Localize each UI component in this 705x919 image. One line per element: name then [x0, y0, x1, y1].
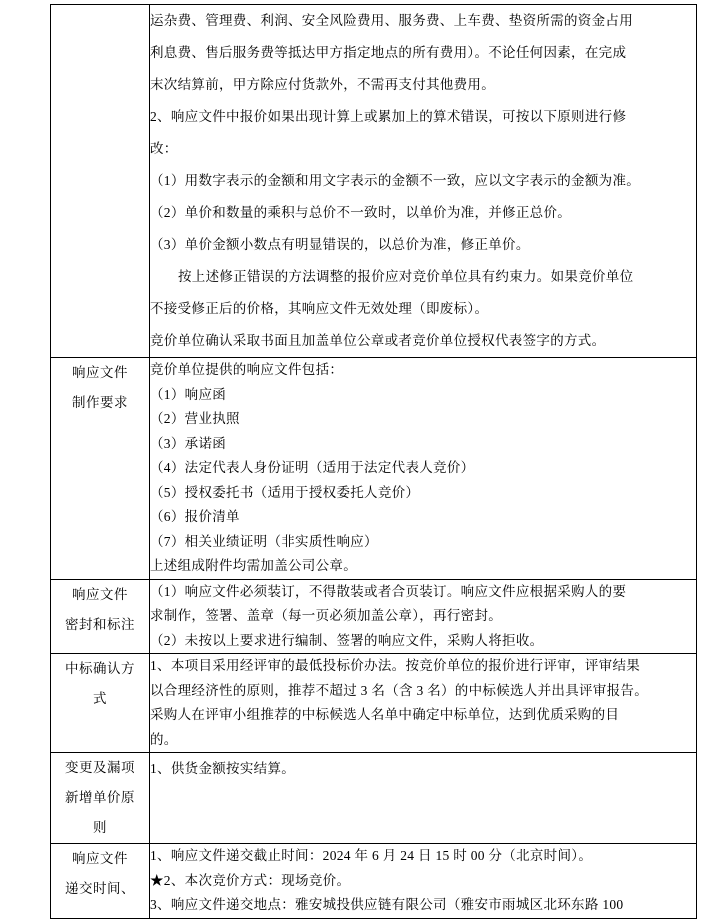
paragraph: 以合理经济性的原则，推荐不超过 3 名（含 3 名）的中标候选人并出具评审报告。	[150, 682, 648, 698]
paragraph: 竞价单位提供的响应文件包括：	[150, 362, 344, 377]
row-label-response-doc-preparation	[51, 358, 150, 580]
row-label-line: 递交时间、	[65, 881, 135, 896]
paragraph: 利息费、售后服务费等抵达甲方指定地点的所有费用）。不论任何因素，在完成	[150, 45, 627, 60]
paragraph: （5）授权委托书（适用于授权委托人竞价）	[150, 484, 420, 500]
paragraph: 1、供货金额按实结算。	[150, 761, 296, 776]
row-label-line: 变更及漏项	[65, 760, 135, 775]
row-label-line: 则	[93, 820, 107, 835]
document-page	[0, 4, 705, 912]
table-row	[51, 753, 697, 844]
table-row	[51, 654, 697, 753]
requirements-table	[50, 4, 697, 919]
paragraph: （1）用数字表示的金额和用文字表示的金额不一致，应以文字表示的金额为准。	[150, 173, 641, 188]
row-label-line: 响应文件	[72, 586, 128, 602]
row-label-response-doc-sealing	[51, 579, 150, 654]
table-row	[51, 5, 697, 358]
paragraph: （3）单价金额小数点有明显错误的，以总价为准，修正单价。	[150, 237, 530, 252]
paragraph: （7）相关业绩证明（非实质性响应）	[150, 533, 378, 549]
row-label-response-doc-submission	[51, 844, 150, 919]
paragraph-submission-deadline	[150, 844, 696, 869]
paragraph: 1、本项目采用经评审的最低投标价办法。按竞价单位的报价进行评审，评审结果	[150, 658, 641, 673]
paragraph: 按上述修正错误的方法调整的报价应对竞价单位具有约束力。如果竞价单位	[178, 269, 634, 284]
table-row	[51, 844, 697, 919]
paragraph: （2）单价和数量的乘积与总价不一致时，以单价为准，并修正总价。	[150, 205, 572, 220]
table-row	[51, 358, 697, 580]
paragraph: 不接受修正后的价格，其响应文件无效处理（即废标）。	[150, 301, 489, 316]
row-label-line: 式	[93, 691, 107, 706]
paragraph: （2）未按以上要求进行编制、签署的响应文件，采购人将拒收。	[150, 632, 544, 648]
submission-location-text: 3、响应文件递交地点：雅安城投供应链有限公司（雅安市雨城区北环东路 100	[150, 897, 624, 912]
row-label-line: 响应文件	[72, 851, 128, 866]
submission-deadline-text: 1、响应文件递交截止时间：2024 年 6 月 24 日 15 时 00 分（北京时间）。	[150, 848, 593, 863]
paragraph: 运杂费、管理费、利润、安全风险费用、服务费、上车费、垫资所需的资金占用	[150, 13, 633, 28]
paragraph: （3）承诺函	[150, 435, 227, 451]
row-label-line: 响应文件	[72, 365, 128, 380]
paragraph-bidding-method	[150, 869, 696, 894]
paragraph: （6）报价清单	[150, 509, 240, 524]
row-label-line: 新增单价原	[65, 790, 135, 805]
row-content-cell	[150, 5, 697, 358]
paragraph-submission-location	[150, 893, 696, 918]
paragraph: （2）营业执照	[150, 411, 240, 426]
row-label-cell-empty	[51, 5, 150, 358]
paragraph: 采购人在评审小组推荐的中标候选人名单中确定中标单位，达到优质采购的目	[150, 707, 620, 722]
row-content-cell	[150, 579, 697, 654]
paragraph: 的。	[150, 731, 178, 747]
row-label-line: 制作要求	[72, 395, 128, 410]
table-body	[51, 5, 697, 919]
paragraph: （4）法定代表人身份证明（适用于法定代表人竞价）	[150, 460, 475, 475]
paragraph: （1）响应文件必须装订，不得散装或者合页装订。响应文件应根据采购人的要	[150, 583, 627, 599]
row-label-change-and-omission-pricing	[51, 753, 150, 844]
row-content-cell	[150, 844, 697, 919]
paragraph: （1）响应函	[150, 386, 227, 402]
bidding-method-text: ★2、本次竞价方式：现场竞价。	[150, 872, 351, 888]
paragraph: 求制作，签署、盖章（每一页必须加盖公章），再行密封。	[150, 608, 503, 623]
paragraph: 上述组成附件均需加盖公司公章。	[150, 558, 357, 573]
table-row	[51, 579, 697, 654]
row-label-line: 密封和标注	[65, 616, 135, 632]
paragraph: 末次结算前，甲方除应付货款外，不需再支付其他费用。	[150, 77, 495, 92]
paragraph: 竞价单位确认采取书面且加盖单位公章或者竞价单位授权代表签字的方式。	[150, 333, 606, 348]
row-content-cell	[150, 753, 697, 844]
paragraph: 2、响应文件中报价如果出现计算上或累加上的算术错误，可按以下原则进行修	[150, 109, 627, 124]
row-content-cell	[150, 654, 697, 753]
row-label-award-confirmation	[51, 654, 150, 753]
paragraph: 改：	[150, 141, 178, 156]
row-content-cell	[150, 358, 697, 580]
row-label-line: 中标确认方	[65, 661, 135, 676]
